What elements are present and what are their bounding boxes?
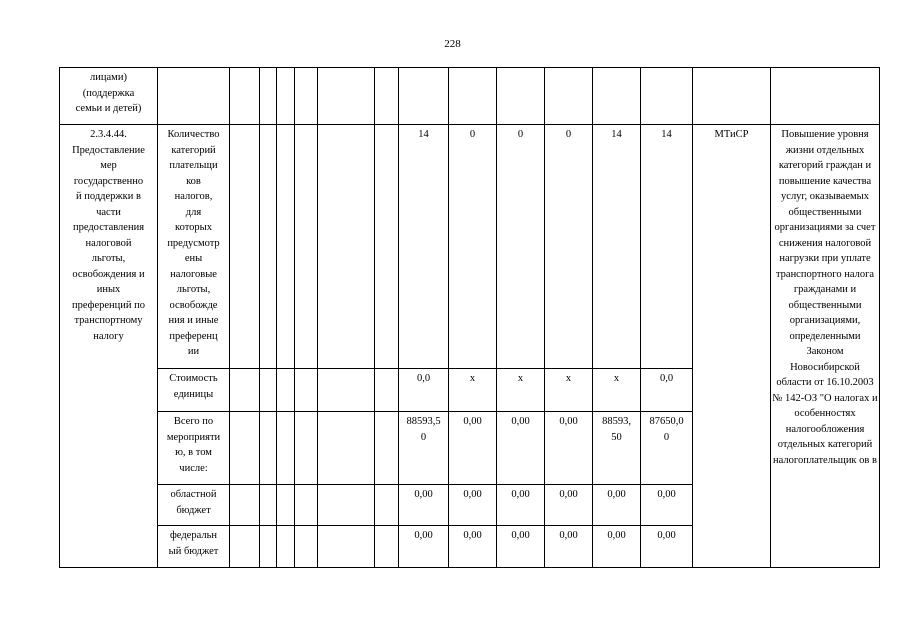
cell-value: 0,00 [593,526,641,568]
cell-value: 0,00 [641,485,693,526]
cell-value: х [593,369,641,412]
cell-value: х [497,369,545,412]
cell-value: 0,00 [399,485,449,526]
cell-value: 0,00 [449,485,497,526]
measure-name-continuation: лицами) (поддержка семьи и детей) [60,68,158,125]
cell-value: 0,00 [545,526,593,568]
row-label: Стоимость единицы [158,369,230,412]
cell-value: 88593,5 0 [399,412,449,485]
measure-code-name: 2.3.4.44. Предоставление мер государственно й поддержки в части предоставления налоговой льготы, освобождения и иных преференций по транспортному налогу [60,125,158,568]
cell-value: 0,00 [497,412,545,485]
page-number: 228 [444,38,461,50]
cell-value: 0 [449,125,497,369]
table-row [60,125,880,369]
cell-value: 0,00 [399,526,449,568]
continuation-row [60,68,880,125]
cell-value: х [449,369,497,412]
cell-value: 0,00 [497,526,545,568]
cell-value: 0,0 [399,369,449,412]
cell-value: 88593, 50 [593,412,641,485]
cell-value: 0,0 [641,369,693,412]
cell-value: 14 [399,125,449,369]
cell-value: 14 [641,125,693,369]
cell-value: 0,00 [641,526,693,568]
cell-value: 0,00 [593,485,641,526]
cell-value: 87650,0 0 [641,412,693,485]
row-label: Количество категорий плательщи ков налогов, для которых предусмотр ены налоговые льготы, освобожде ния и иные преференц ии [158,125,230,369]
cell-value: 0,00 [497,485,545,526]
row-label: областной бюджет [158,485,230,526]
cell-value: 0 [545,125,593,369]
cell-value: 0,00 [449,526,497,568]
cell-value: 14 [593,125,641,369]
row-label: федеральн ый бюджет [158,526,230,568]
cell-value: х [545,369,593,412]
expected-result: Повышение уровня жизни отдельных категорий граждан и повышение качества услуг, оказываемых общественными организациями за счет снижения налоговой нагрузки при уплате транспортного налога гражданами и общественными организациями, определенными Законом Новосибирской области от 16.10.2003 № 142-ОЗ "О налогах и особенностях налогообложения отдельных категорий налогоплательщик ов в [771,125,880,568]
row-label: Всего по мероприяти ю, в том числе: [158,412,230,485]
cell-value: 0,00 [545,485,593,526]
executor: МТиСР [693,125,771,568]
program-table [59,67,880,568]
cell-value: 0,00 [449,412,497,485]
cell-value: 0 [497,125,545,369]
cell-value: 0,00 [545,412,593,485]
